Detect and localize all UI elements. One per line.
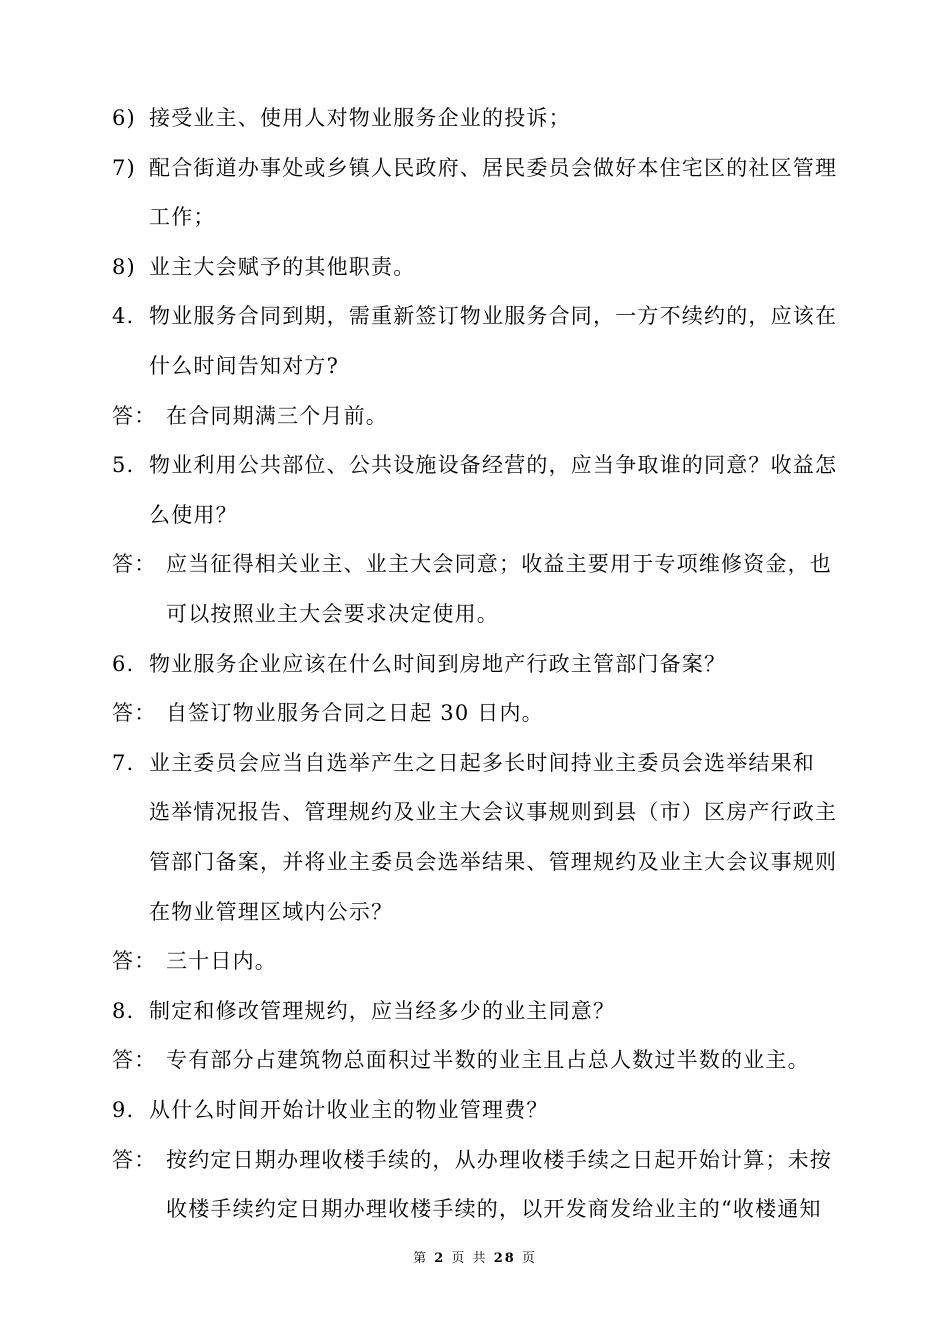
item-text: 自签订物业服务合同之日起 30 日内。 [166,701,544,726]
total-page-count: 28 [493,1251,516,1266]
item-marker: 6. [112,651,135,676]
item-text: 收楼手续约定日期办理收楼手续的，以开发商发给业主的“收楼通知 [166,1197,822,1222]
item-text: 专有部分占建筑物总面积过半数的业主且占总人数过半数的业主。 [166,1048,810,1073]
item-text: 么使用？ [149,502,238,527]
item-marker: 答： [112,1147,157,1172]
item-marker: 答： [112,552,157,577]
item-text: 制定和修改管理规约，应当经多少的业主同意？ [149,998,616,1023]
item-marker: 8) [112,254,136,279]
item-text: 业主委员会应当自选举产生之日起多长时间持业主委员会选举结果和 [149,750,815,775]
item-marker: 7. [112,750,135,775]
item-text: 在物业管理区域内公示？ [149,899,394,924]
item-marker: 4. [112,304,135,329]
item-text: 工作； [149,205,216,230]
footer-prefix: 第 [413,1251,429,1266]
item-text: 可以按照业主大会要求决定使用。 [166,602,499,626]
item-text: 物业服务合同到期，需重新签订物业服务合同，一方不续约的，应该在 [149,304,838,329]
item-text: 业主大会赋予的其他职责。 [149,254,416,279]
item-text: 选举情况报告、管理规约及业主大会议事规则到县（市）区房产行政主 [149,800,838,825]
item-marker: 答： [112,1048,157,1073]
page-footer [0,1251,950,1267]
item-text: 接受业主、使用人对物业服务企业的投诉； [149,106,571,130]
item-text: 管部门备案，并将业主委员会选举结果、管理规约及业主大会议事规则 [149,850,838,874]
item-text: 从什么时间开始计收业主的物业管理费？ [149,1098,549,1122]
item-marker: 6) [112,106,136,130]
item-text: 什么时间告知对方? [149,354,340,378]
item-marker: 9. [112,1098,135,1122]
footer-suffix: 页 [521,1251,537,1266]
item-text: 在合同期满三个月前。 [166,403,388,428]
item-marker: 答： [112,403,157,428]
item-text: 物业利用公共部位、公共设施设备经营的，应当争取谁的同意？收益怎 [149,453,838,478]
footer-mid: 页 共 [451,1251,488,1266]
item-text: 三十日内。 [166,949,277,974]
item-text: 按约定日期办理收楼手续的，从办理收楼手续之日起开始计算；未按 [166,1147,832,1172]
item-marker: 8. [112,998,135,1023]
item-text: 应当征得相关业主、业主大会同意；收益主要用于专项维修资金，也 [166,552,832,577]
item-marker: 7) [112,155,136,180]
current-page-number: 2 [434,1251,446,1266]
item-text: 配合街道办事处或乡镇人民政府、居民委员会做好本住宅区的社区管理 [149,155,838,180]
item-marker: 答： [112,949,157,974]
item-marker: 5. [112,453,135,478]
item-marker: 答： [112,701,157,726]
item-text: 物业服务企业应该在什么时间到房地产行政主管部门备案？ [149,651,727,676]
